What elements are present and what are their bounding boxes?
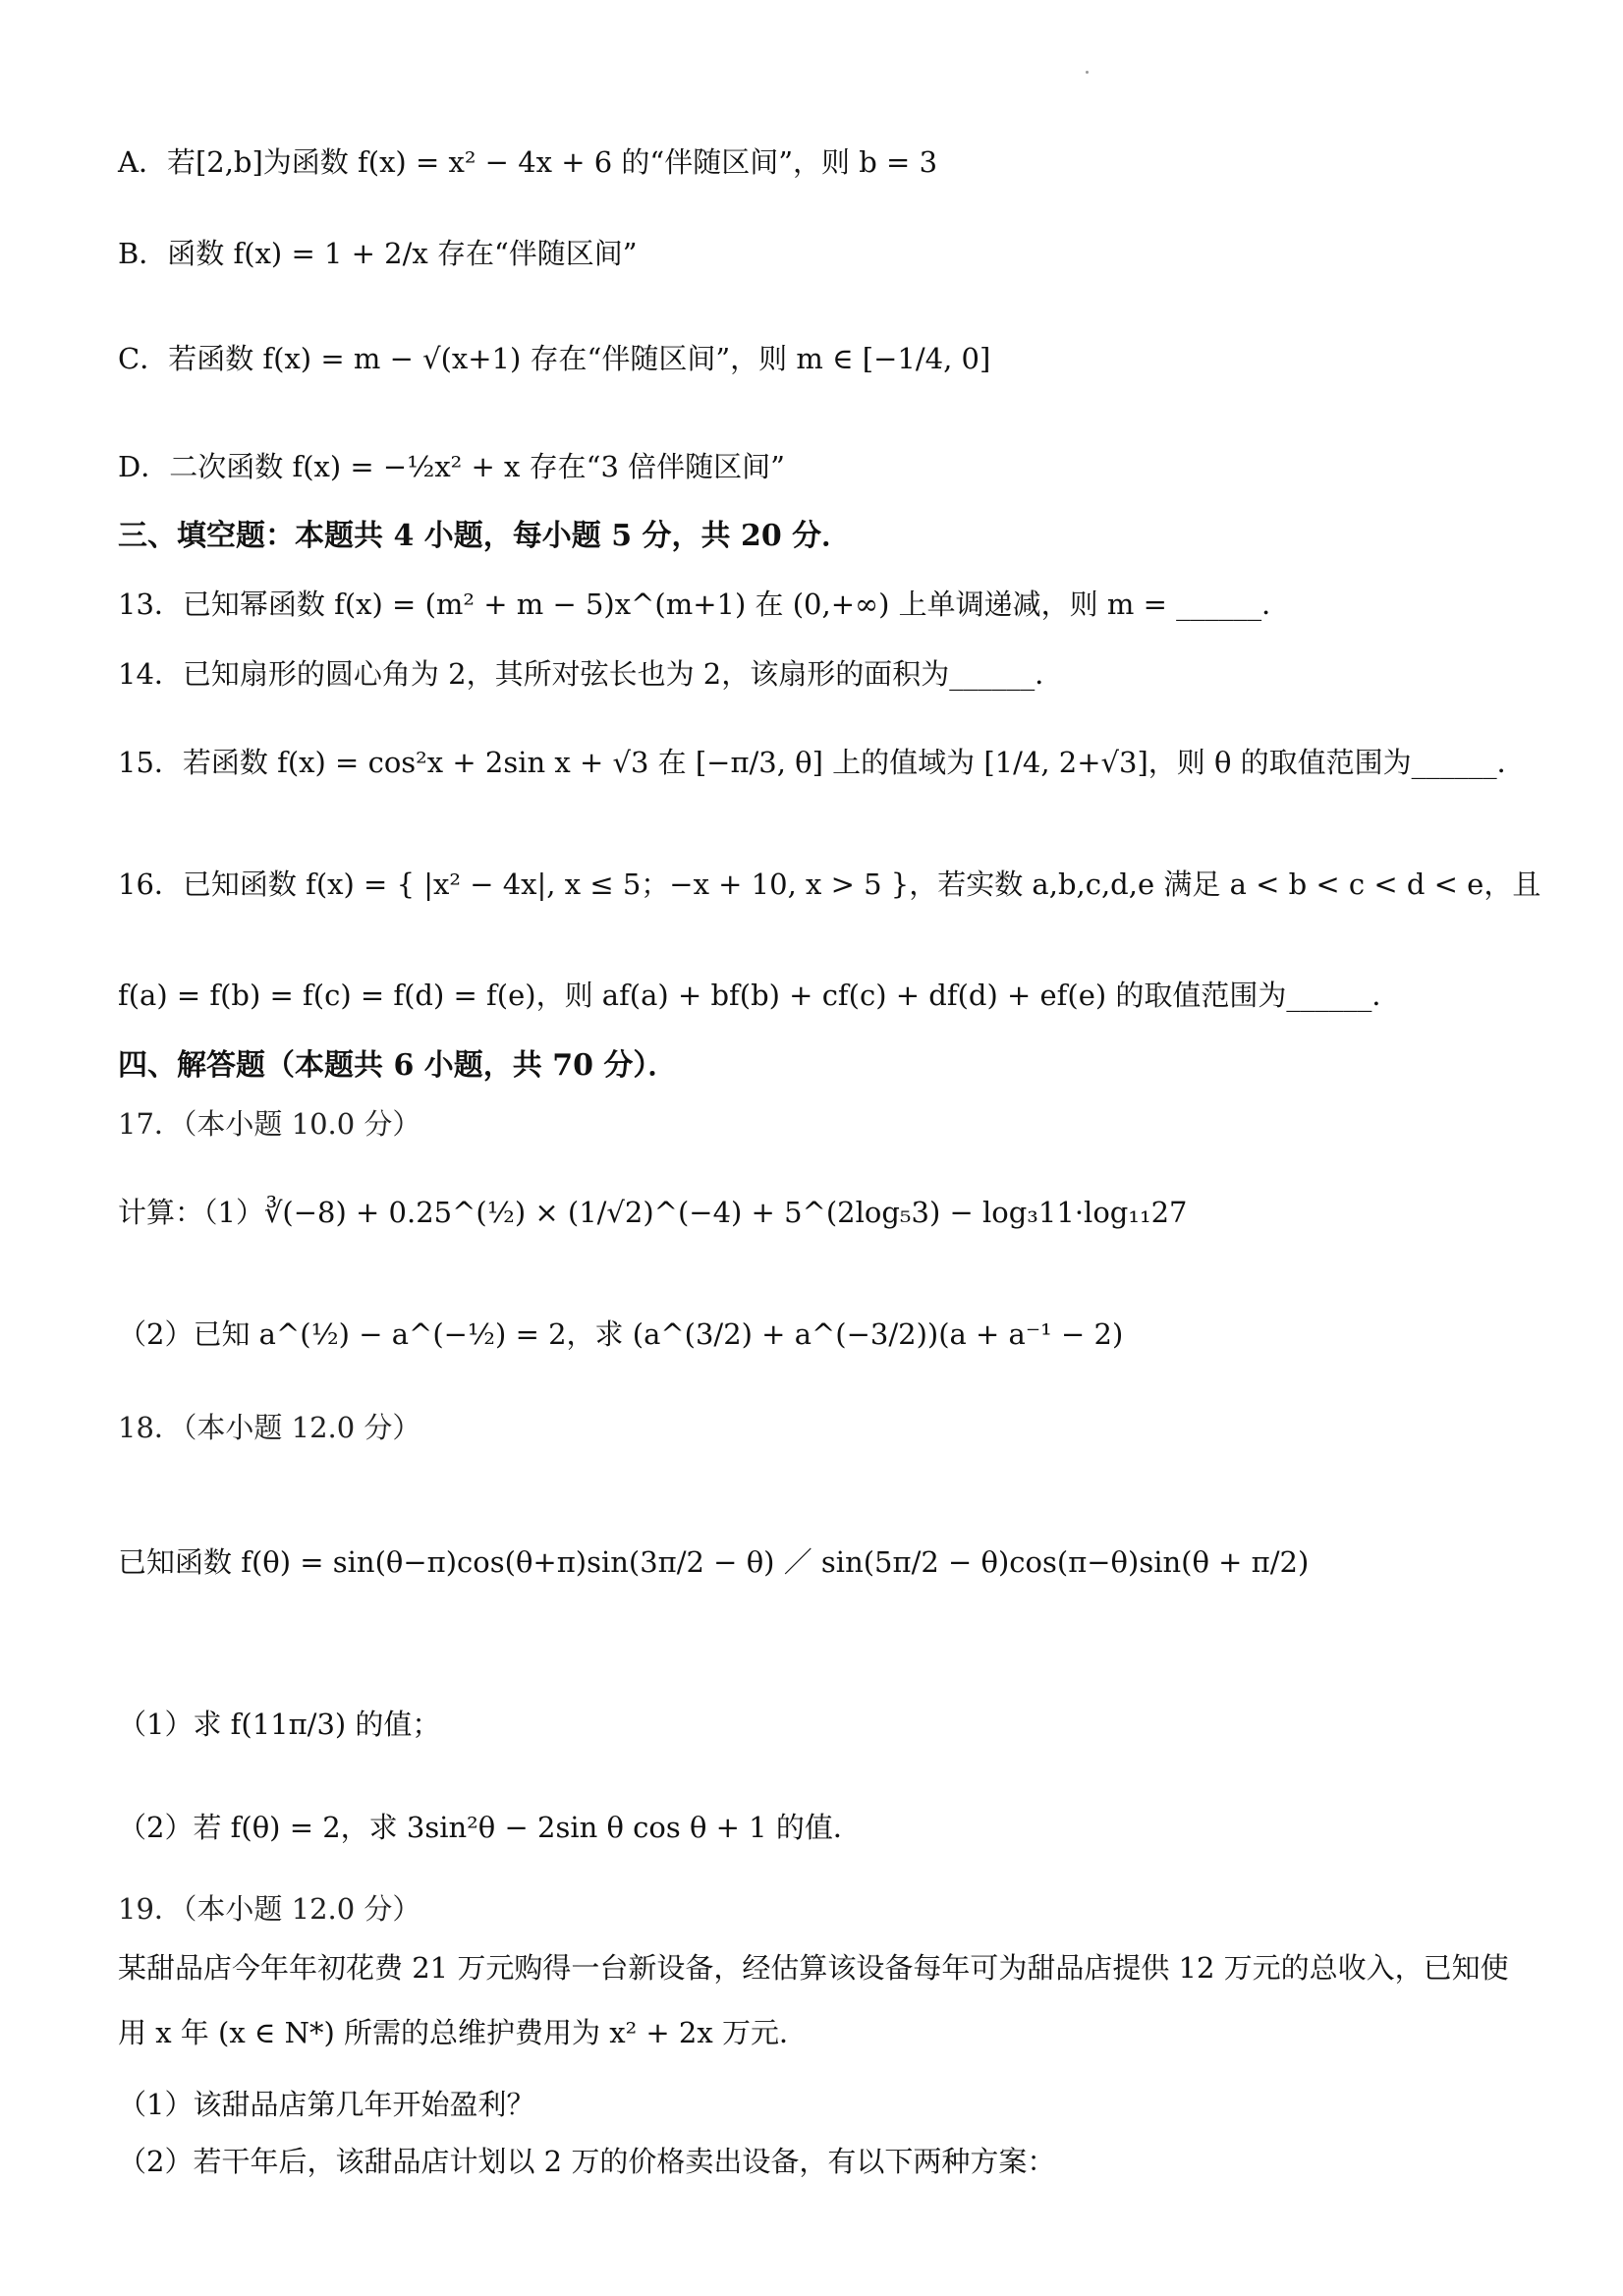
section-4-heading: 四、解答题（本题共 6 小题，共 70 分）．: [118, 1048, 678, 1083]
option-a: A．若[2,b]为函数 f(x) = x² − 4x + 6 的“伴随区间”，则 b = 3: [118, 145, 938, 179]
question-16-line-1: 16．已知函数 f(x) = { |x² − 4x|, x ≤ 5；−x + 10, x > 5 }，若实数 a,b,c,d,e 满足 a < b < c < d < e，且: [118, 868, 1541, 901]
question-18-part-1: （1）求 f(11π/3) 的值；: [118, 1708, 441, 1741]
question-17-part-1: 计算：（1）∛(−8) + 0.25^(½) × (1/√2)^(−4) + 5^(2log₅3) − log₃11·log₁₁27: [118, 1196, 1188, 1229]
question-19-body: 某甜品店今年年初花费 21 万元购得一台新设备，经估算该设备每年可为甜品店提供 12 万元的总收入，已知使用 x 年 (x ∈ N*) 所需的总维护费用为 x² + 2x 万元．: [118, 1951, 1509, 2049]
question-18-part-2: （2）若 f(θ) = 2，求 3sin²θ − 2sin θ cos θ + 1 的值．: [118, 1811, 862, 1844]
question-17-heading: 17．（本小题 10.0 分）: [118, 1107, 421, 1141]
question-14: 14．已知扇形的圆心角为 2，其所对弦长也为 2，该扇形的面积为______．: [118, 657, 1064, 691]
option-b: B．函数 f(x) = 1 + 2/x 存在“伴随区间”: [118, 237, 638, 270]
question-16-line-2: f(a) = f(b) = f(c) = f(d) = f(e)，则 af(a) + bf(b) + cf(c) + df(d) + ef(e) 的取值范围为______．: [118, 979, 1401, 1012]
question-19-part-1: （1）该甜品店第几年开始盈利？: [118, 2088, 535, 2121]
question-19-part-2: （2）若干年后，该甜品店计划以 2 万的价格卖出设备，有以下两种方案：: [118, 2145, 1056, 2178]
section-3-heading: 三、填空题：本题共 4 小题，每小题 5 分，共 20 分．: [118, 519, 852, 553]
option-c: C．若函数 f(x) = m − √(x+1) 存在“伴随区间”，则 m ∈ [−1/4, 0]: [118, 342, 991, 375]
question-17-part-2: （2）已知 a^(½) − a^(−½) = 2，求 (a^(3/2) + a^(−3/2))(a + a⁻¹ − 2): [118, 1317, 1124, 1351]
question-13: 13．已知幂函数 f(x) = (m² + m − 5)x^(m+1) 在 (0,+∞) 上单调递减，则 m = ______．: [118, 588, 1291, 621]
question-18-heading: 18．（本小题 12.0 分）: [118, 1411, 421, 1444]
option-d: D．二次函数 f(x) = −½x² + x 存在“3 倍伴随区间”: [118, 450, 785, 483]
scan-speck: [1086, 71, 1089, 74]
question-18-function: 已知函数 f(θ) = sin(θ−π)cos(θ+π)sin(3π/2 − θ) ／ sin(5π/2 − θ)cos(π−θ)sin(θ + π/2): [118, 1545, 1310, 1579]
question-19-heading: 19．（本小题 12.0 分）: [118, 1892, 421, 1926]
question-15: 15．若函数 f(x) = cos²x + 2sin x + √3 在 [−π/3, θ] 上的值域为 [1/4, 2+√3]，则 θ 的取值范围为______．: [118, 746, 1526, 779]
